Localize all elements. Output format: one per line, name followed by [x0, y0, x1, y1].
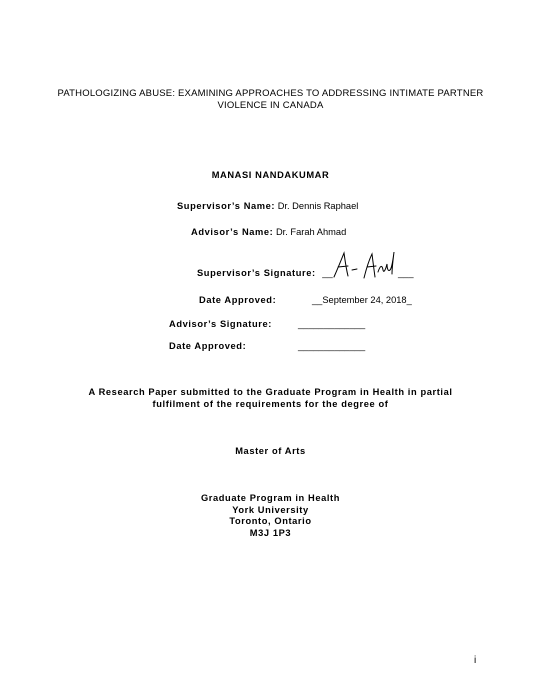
supervisor-date-label: Date Approved: [199, 295, 277, 305]
paper-title-line-1: PATHOLOGIZING ABUSE: EXAMINING APPROACHES TO ADDRESSING INTIMATE PARTNER [57, 88, 484, 99]
supervisor-date-row [199, 295, 276, 305]
supervisor-signature-line-prefix: __ [322, 268, 333, 278]
advisor-date-line: _____________ [298, 341, 366, 351]
supervisor-signature-row [197, 268, 333, 278]
supervisor-name-label: Supervisor’s Name: [177, 201, 276, 211]
paper-title-line-2: VIOLENCE IN CANADA [217, 100, 324, 111]
supervisor-signature-line-suffix: ___ [398, 268, 414, 278]
institution-block [40, 493, 501, 539]
institution-line-4: M3J 1P3 [249, 527, 292, 538]
institution-line-3: Toronto, Ontario [229, 516, 312, 526]
advisor-name-value: Dr. Farah Ahmad [275, 227, 347, 237]
advisor-signature-line: _____________ [298, 319, 366, 329]
degree-name: Master of Arts [235, 446, 306, 456]
advisor-name-row [191, 227, 346, 237]
institution-line-2: York University [232, 504, 309, 515]
supervisor-signature-image [330, 250, 400, 280]
author-name: MANASI NANDAKUMAR [211, 170, 330, 180]
institution-line-1: Graduate Program in Health [200, 493, 341, 503]
submission-line-1: A Research Paper submitted to the Graduate Program in Health in partial [88, 387, 453, 397]
advisor-signature-label: Advisor’s Signature: [169, 319, 272, 329]
submission-line-2: fulfilment of the requirements for the degree of [152, 398, 389, 409]
paper-title [40, 88, 501, 112]
advisor-date-label: Date Approved: [169, 341, 247, 351]
page-number: i [474, 655, 477, 666]
supervisor-date-value: __September 24, 2018_ [312, 295, 412, 305]
supervisor-signature-label: Supervisor’s Signature: [197, 268, 316, 278]
advisor-name-label: Advisor’s Name: [191, 227, 274, 237]
supervisor-name-value: Dr. Dennis Raphael [277, 201, 359, 211]
submission-statement [40, 387, 501, 410]
supervisor-name-row [177, 201, 358, 211]
